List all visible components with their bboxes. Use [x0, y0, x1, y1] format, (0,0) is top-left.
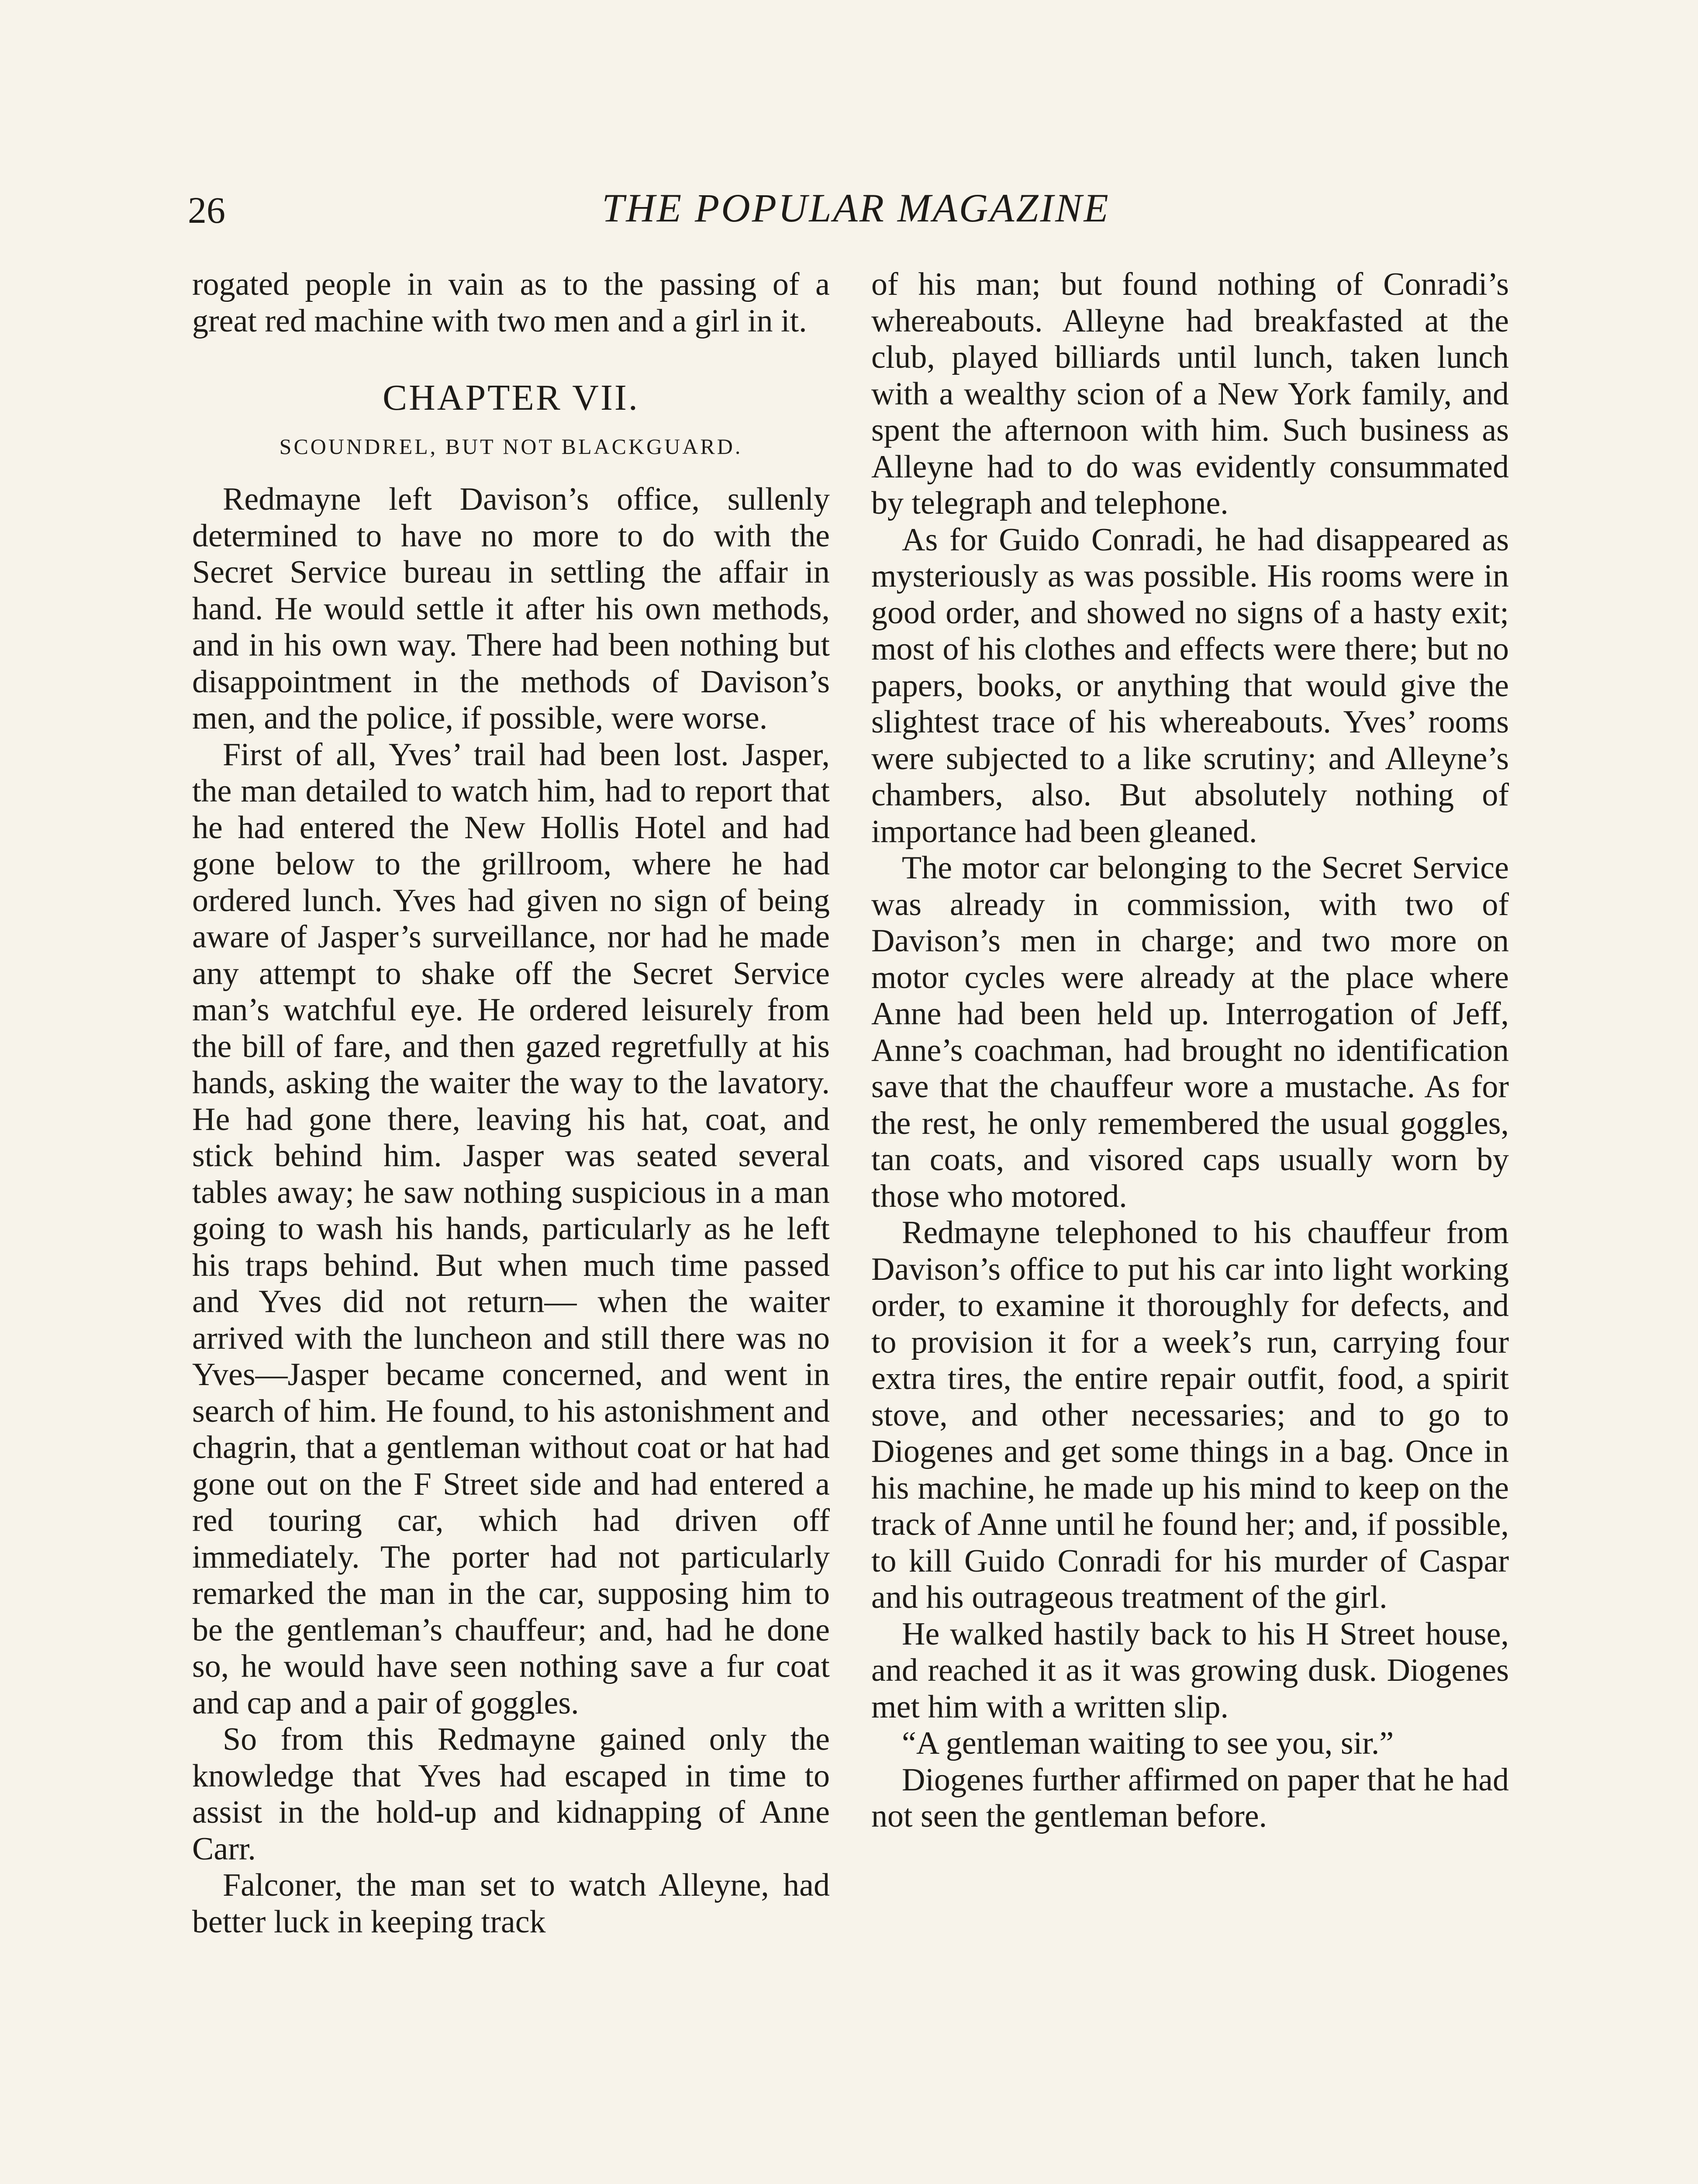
left-paragraph: So from this Redmayne gained only the knowledge that Yves had escaped in time to assist in the hold-up and kidnapping of Anne Carr. [192, 1721, 830, 1867]
right-paragraph: Redmayne telephoned to his chauffeur from Davison’s office to put his car into light working order, to examine it thoroughly for defects, and to provision it for a week’s run, carrying four extra tires, the entire repair outfit, food, a spirit stove, and other necessaries; and to go to Diogenes and get some things in a bag. Once in his machine, he made up his mind to keep on the track of Anne until he found her; and, if possible, to kill Guido Conradi for his murder of Caspar and his outrageous treatment of the girl. [871, 1215, 1509, 1615]
left-paragraph: Falconer, the man set to watch Alleyne, had better luck in keeping track [192, 1867, 830, 1940]
right-paragraph-continuation: of his man; but found nothing of Conradi’s whereabouts. Alleyne had breakfasted at the club, played billiards until lunch, taken lunch with a wealthy scion of a New York family, and spent the afternoon with him. Such business as Alleyne had to do was evidently consummated by telegraph and telephone. [871, 266, 1509, 521]
right-paragraph: The motor car belonging to the Secret Service was already in commission, with two of Davison’s men in charge; and two more on motor cycles were already at the place where Anne had been held up. Interrogation of Jeff, Anne’s coachman, had brought no identification save that the chauffeur wore a mustache. As for the rest, he only remembered the usual goggles, tan coats, and visored caps usually worn by those who motored. [871, 850, 1509, 1214]
right-text-column [871, 266, 1509, 1835]
right-paragraph: As for Guido Conradi, he had disappeared as mysteriously as was possible. His rooms were in good order, and showed no signs of a hasty exit; most of his clothes and effects were there; but no papers, books, or anything that would give the slightest trace of his whereabouts. Yves’ rooms were subjected to a like scrutiny; and Alleyne’s chambers, also. But absolutely nothing of importance had been gleaned. [871, 522, 1509, 850]
left-paragraph-continuation: rogated people in vain as to the passing of a great red machine with two men and a girl in it. [192, 266, 830, 339]
right-paragraph: He walked hastily back to his H Street house, and reached it as it was growing dusk. Diogenes met him with a written slip. [871, 1616, 1509, 1725]
left-paragraph: Redmayne left Davison’s office, sullenly determined to have no more to do with the Secret Service bureau in settling the affair in hand. He would settle it after his own methods, and in his own way. There had been nothing but disappointment in the methods of Davison’s men, and the police, if possible, were worse. [192, 481, 830, 736]
magazine-title: THE POPULAR MAGAZINE [602, 186, 1110, 230]
right-paragraph: Diogenes further affirmed on paper that he had not seen the gentleman before. [871, 1762, 1509, 1834]
chapter-subtitle: SCOUNDREL, BUT NOT BLACKGUARD. [279, 434, 743, 459]
left-text-column [192, 266, 830, 1940]
chapter-title: CHAPTER VII. [383, 377, 639, 418]
page-number: 26 [188, 189, 225, 231]
left-paragraph: First of all, Yves’ trail had been lost. Jasper, the man detailed to watch him, had to report that he had entered the New Hollis Hotel and had gone below to the grillroom, where he had ordered lunch. Yves had given no sign of being aware of Jasper’s surveillance, nor had he made any attempt to shake off the Secret Service man’s watchful eye. He ordered leisurely from the bill of fare, and then gazed regretfully at his hands, asking the waiter the way to the lavatory. He had gone there, leaving his hat, coat, and stick behind him. Jasper was seated several tables away; he saw nothing suspicious in a man going to wash his hands, particularly as he left his traps behind. But when much time passed and Yves did not return— when the waiter arrived with the luncheon and still there was no Yves—Jasper became concerned, and went in search of him. He found, to his astonishment and chagrin, that a gentleman without coat or hat had gone out on the F Street side and had entered a red touring car, which had driven off immediately. The porter had not particularly remarked the man in the car, supposing him to be the gentleman’s chauffeur; and, had he done so, he would have seen nothing save a fur coat and cap and a pair of goggles. [192, 736, 830, 1721]
right-paragraph: “A gentleman waiting to see you, sir.” [902, 1725, 1394, 1761]
